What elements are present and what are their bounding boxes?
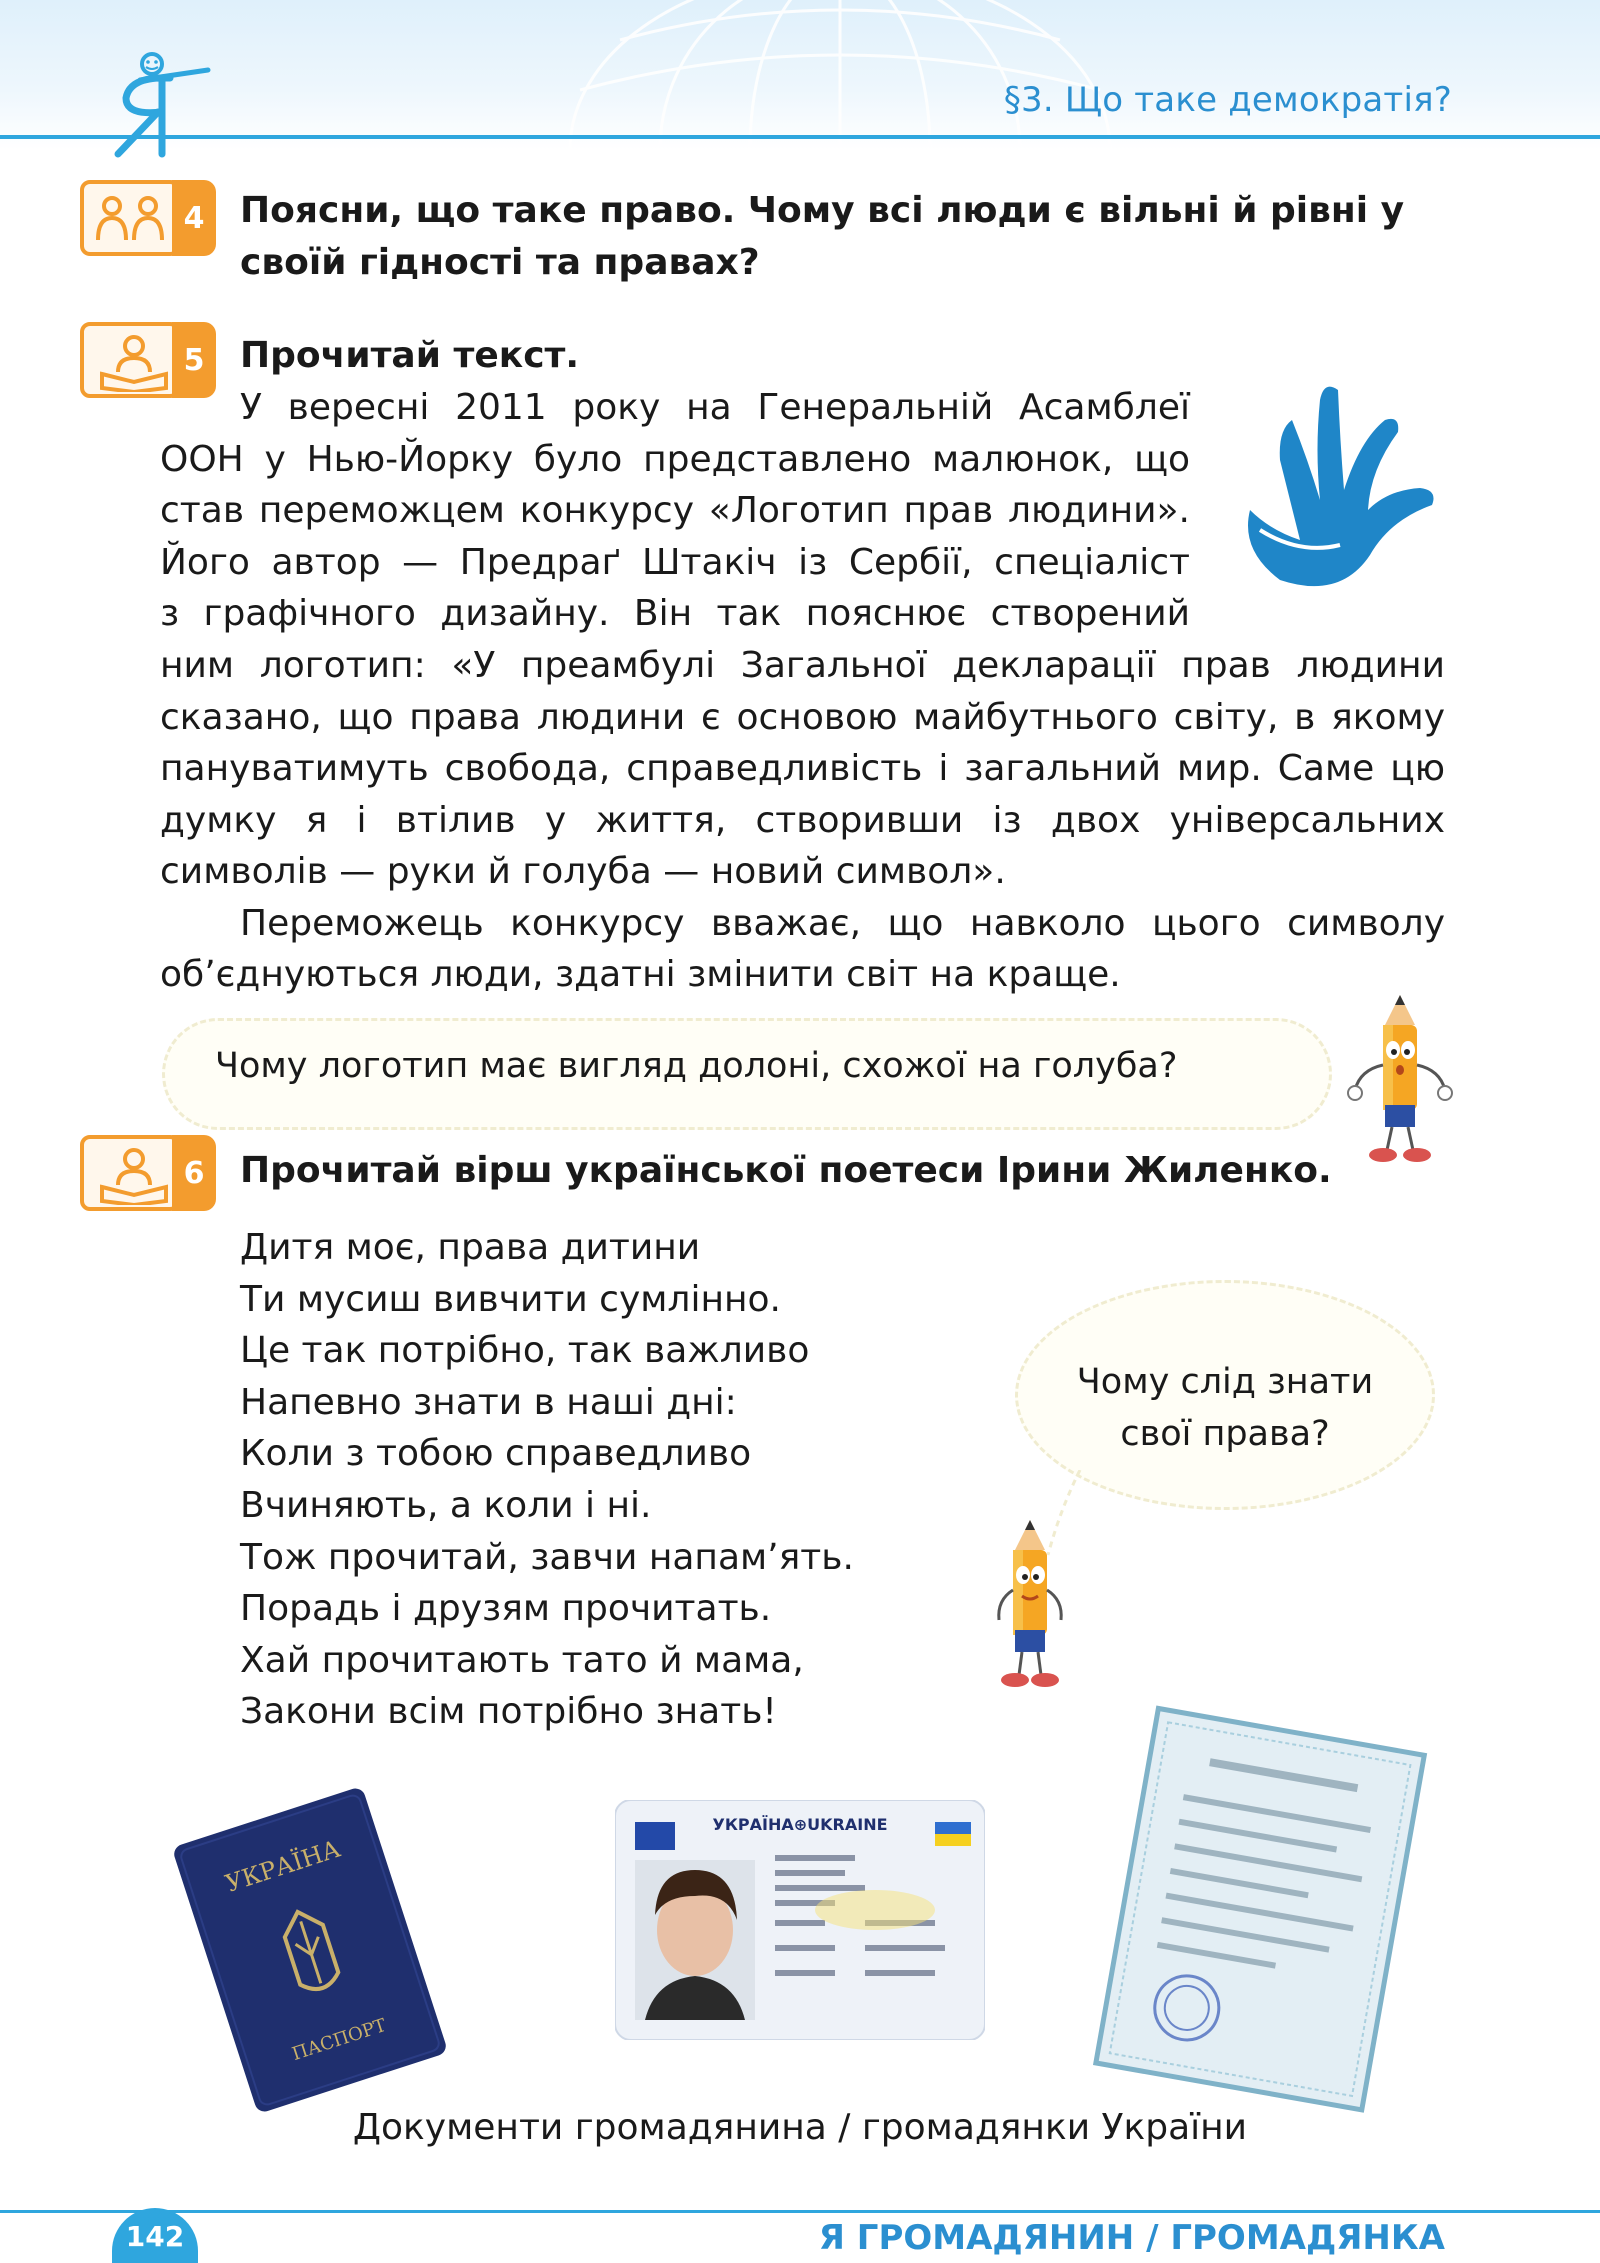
reading-icon: [80, 1135, 180, 1211]
poem-line: Це так потрібно, так важливо: [240, 1330, 810, 1372]
question-text: Чому логотип має вигляд долоні, схожої на голуба?: [215, 1046, 1178, 1086]
task-number-6: 6: [172, 1135, 216, 1211]
task-4-prompt: Поясни, що таке право. Чому всі люди є вільні й рівні у своїй гідності та правах?: [240, 190, 1405, 283]
discussion-icon: [80, 180, 180, 256]
text-paragraph: ним логотип: «У преамбулі Загальної декларації прав людини сказано, що права людини є основою майбутнього світу, в якому пануватимуть свобода, справедливість і загальний мир. Саме цю думку я і втілив у життя, створивши із двох універсальних символів — руки й голуба — новий символ».: [160, 645, 1445, 892]
thought-line: Чому слід знати: [1076, 1362, 1374, 1402]
pencil-mascot-icon: [1345, 995, 1455, 1170]
birth-certificate-image: [1075, 1700, 1455, 2120]
human-rights-logo-icon: [1220, 380, 1450, 610]
footer-section-title: Я ГРОМАДЯНИН / ГРОМАДЯНКА: [818, 2218, 1445, 2258]
ya-logo-icon: [100, 50, 230, 160]
poem-line: Ти мусиш вивчити сумлінно.: [240, 1278, 781, 1320]
task-number-4: 4: [172, 180, 216, 256]
running-head: §3. Що таке демократія?: [1003, 80, 1452, 120]
thought-line: свої права?: [1120, 1414, 1330, 1454]
task-5-heading: Прочитай текст.: [240, 335, 580, 376]
globe-decoration: [560, 0, 1120, 150]
header-rule: [0, 135, 1600, 139]
passport-title: УКРАЇНА: [221, 1834, 344, 1898]
pencil-mascot-icon: [975, 1520, 1085, 1695]
poem-line: Вчиняють, а коли і ні.: [240, 1484, 652, 1526]
text-paragraph: Переможець конкурсу вважає, що навколо цього символу об’єднуються люди, здатні змінити світ на краще.: [160, 902, 1445, 995]
passport-label: ПАСПОРТ: [289, 2014, 389, 2065]
poem-line: Коли з тобою справедливо: [240, 1433, 752, 1475]
poem-line: Закони всім потрібно знать!: [240, 1691, 777, 1733]
text-line: ООН у Нью-Йорку було представлено малюнок, що: [160, 438, 1190, 480]
documents-caption: Документи громадянина / громадянки України: [352, 2107, 1248, 2148]
poem-line: Тож прочитай, завчи напам’ять.: [240, 1536, 854, 1578]
poem-line: Напевно знати в наші дні:: [240, 1381, 737, 1423]
task-badge-6: [80, 1135, 216, 1211]
id-card-image: [615, 1800, 985, 2040]
task-5-paragraph-bottom: [160, 640, 1445, 1001]
footer-rule: [0, 2210, 1600, 2213]
poem-line: Порадь і друзям прочитать.: [240, 1588, 772, 1630]
poem-line: Хай прочитають тато й мама,: [240, 1639, 804, 1681]
text-line: У вересні 2011 року на Генеральній Асамблеї: [240, 387, 1190, 428]
text-line: Його автор — Предраґ Штакіч із Сербії, спеціаліст: [160, 541, 1190, 583]
task-5-paragraph-top: [160, 382, 1190, 640]
text-line: з графічного дизайну. Він так пояснює створений: [160, 593, 1190, 634]
task-6-heading: Прочитай вірш української поетеси Ірини Жиленко.: [240, 1150, 1332, 1191]
task-number-5: 5: [172, 322, 216, 398]
thought-text: [1040, 1356, 1410, 1460]
id-card-header: УКРАЇНА⊕UKRAINE: [712, 1815, 888, 1834]
page-number: 142: [112, 2208, 198, 2263]
poem-line: Дитя моє, права дитини: [240, 1227, 701, 1268]
task-badge-4: [80, 180, 216, 256]
poem: [240, 1222, 854, 1738]
text-line: став переможцем конкурсу «Логотип прав людини».: [160, 490, 1190, 531]
passport-image: [160, 1780, 460, 2120]
